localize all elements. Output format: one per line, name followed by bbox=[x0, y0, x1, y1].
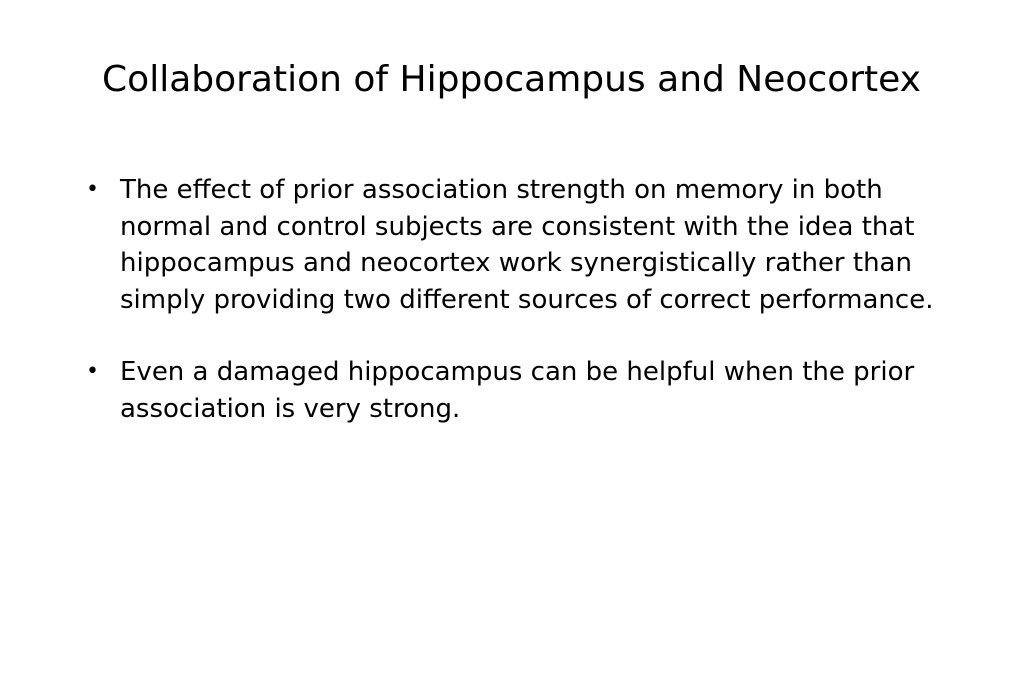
bullet-item bbox=[84, 354, 964, 427]
bullet-item bbox=[84, 172, 964, 318]
bullet-text: The effect of prior association strength on memory in both normal and control subjects are consistent with the idea that hippocampus and neocortex work synergistically rather than simply providing two different sources of correct performance. bbox=[120, 175, 934, 315]
bullet-icon: • bbox=[86, 177, 99, 202]
bullet-list bbox=[84, 172, 964, 427]
bullet-text: Even a damaged hippocampus can be helpful when the prior association is very strong. bbox=[120, 357, 915, 424]
slide-title: Collaboration of Hippocampus and Neocortex bbox=[102, 59, 921, 100]
bullet-icon: • bbox=[86, 359, 99, 384]
